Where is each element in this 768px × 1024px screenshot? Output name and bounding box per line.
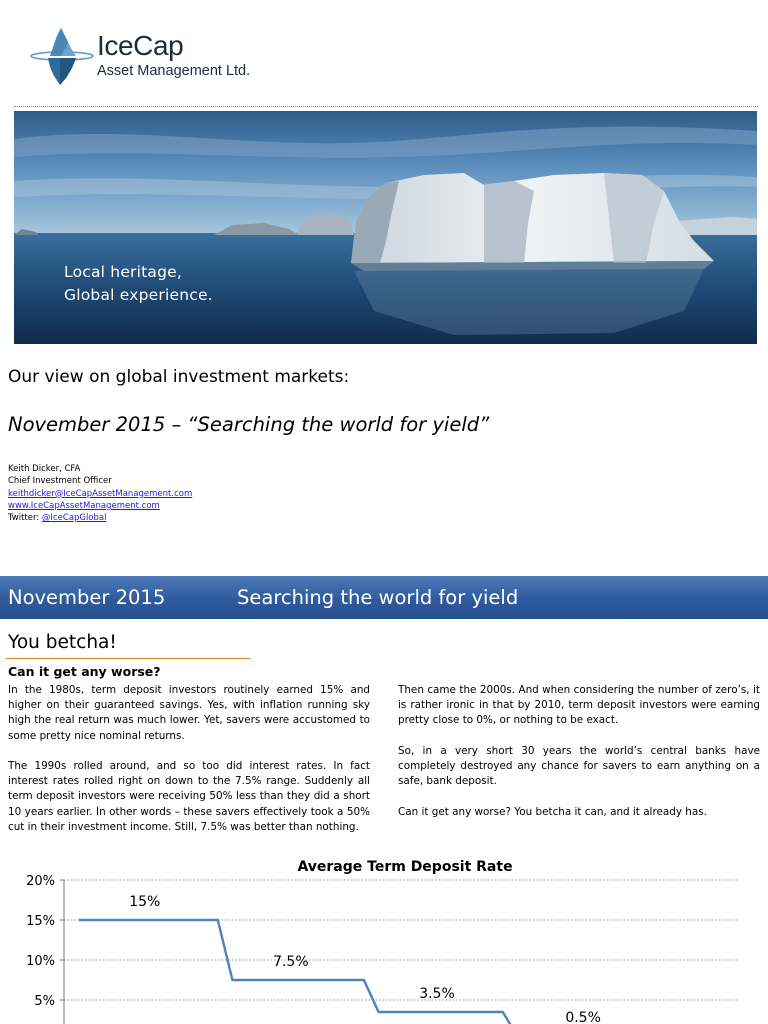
heading-underline (6, 658, 250, 659)
hero-tagline-line1: Local heritage, (64, 263, 183, 281)
author-block (8, 463, 192, 524)
banner-title: Searching the world for yield (237, 586, 519, 609)
term-deposit-chart (0, 848, 768, 1024)
intro-text: Our view on global investment markets: (8, 367, 350, 387)
paragraph: In the 1980s, term deposit investors routinely earned 15% and higher on their guaranteed savings. Yes, with inflation running sky high the real return was much lower. Yet, savers were accustomed to some pretty nice nominal returns. (8, 684, 370, 742)
paragraph: Can it get any worse? You betcha it can, and it already has. (398, 805, 707, 818)
hero-tagline-line2: Global experience. (64, 286, 213, 304)
header-divider (14, 106, 758, 107)
section-subheading: Can it get any worse? (8, 664, 161, 679)
company-logo (30, 22, 270, 88)
banner-date: November 2015 (8, 586, 166, 609)
right-column (398, 683, 760, 835)
y-tick-label: 20% (26, 874, 55, 889)
author-role: Chief Investment Officer (8, 476, 112, 487)
series-line (79, 920, 700, 1024)
issue-title: November 2015 – “Searching the world for yield” (8, 413, 490, 436)
paragraph: The 1990s rolled around, and so too did interest rates. In fact interest rates rolled right on down to the 7.5% range. Suddenly all term deposit investors were receiving 50% less than they did a short 10 years earlier. In other words – these savers effectively took a 50% cut in their investment income. Still, 7.5% was better than nothing. (8, 760, 370, 833)
section-banner (0, 576, 768, 619)
data-label: 15% (129, 894, 161, 910)
author-email-link[interactable]: keithdicker@IceCapAssetManagement.com (8, 488, 193, 499)
y-tick-label: 15% (26, 914, 55, 929)
section-heading: You betcha! (8, 632, 117, 653)
author-name: Keith Dicker, CFA (8, 464, 81, 474)
twitter-link[interactable]: @IceCapGlobal (41, 513, 107, 524)
brand-subtitle: Asset Management Ltd. (97, 63, 251, 79)
iceberg-seascape-image (14, 111, 757, 344)
data-label: 7.5% (273, 954, 309, 970)
paragraph: Then came the 2000s. And when considering the number of zero’s, it is rather ironic in that by 2010, term deposit investors were earning pretty close to 0%, or nothing to be exact. (398, 684, 760, 727)
hero-image (14, 111, 757, 344)
y-tick-label: 5% (34, 994, 55, 1009)
chart-title: Average Term Deposit Rate (297, 859, 513, 875)
brand-name: IceCap (97, 30, 184, 61)
y-tick-label: 10% (26, 954, 55, 969)
paragraph: So, in a very short 30 years the world’s central banks have completely destroyed any chance for savers to earn anything on a safe, bank deposit. (398, 744, 760, 788)
left-column (8, 683, 370, 850)
website-link[interactable]: www.IceCapAssetManagement.com (8, 500, 160, 511)
iceberg-logo-icon (30, 22, 94, 88)
data-label: 3.5% (419, 986, 455, 1002)
data-label: 0.5% (565, 1010, 601, 1024)
line-chart (0, 848, 768, 1024)
twitter-label: Twitter: (8, 513, 40, 524)
